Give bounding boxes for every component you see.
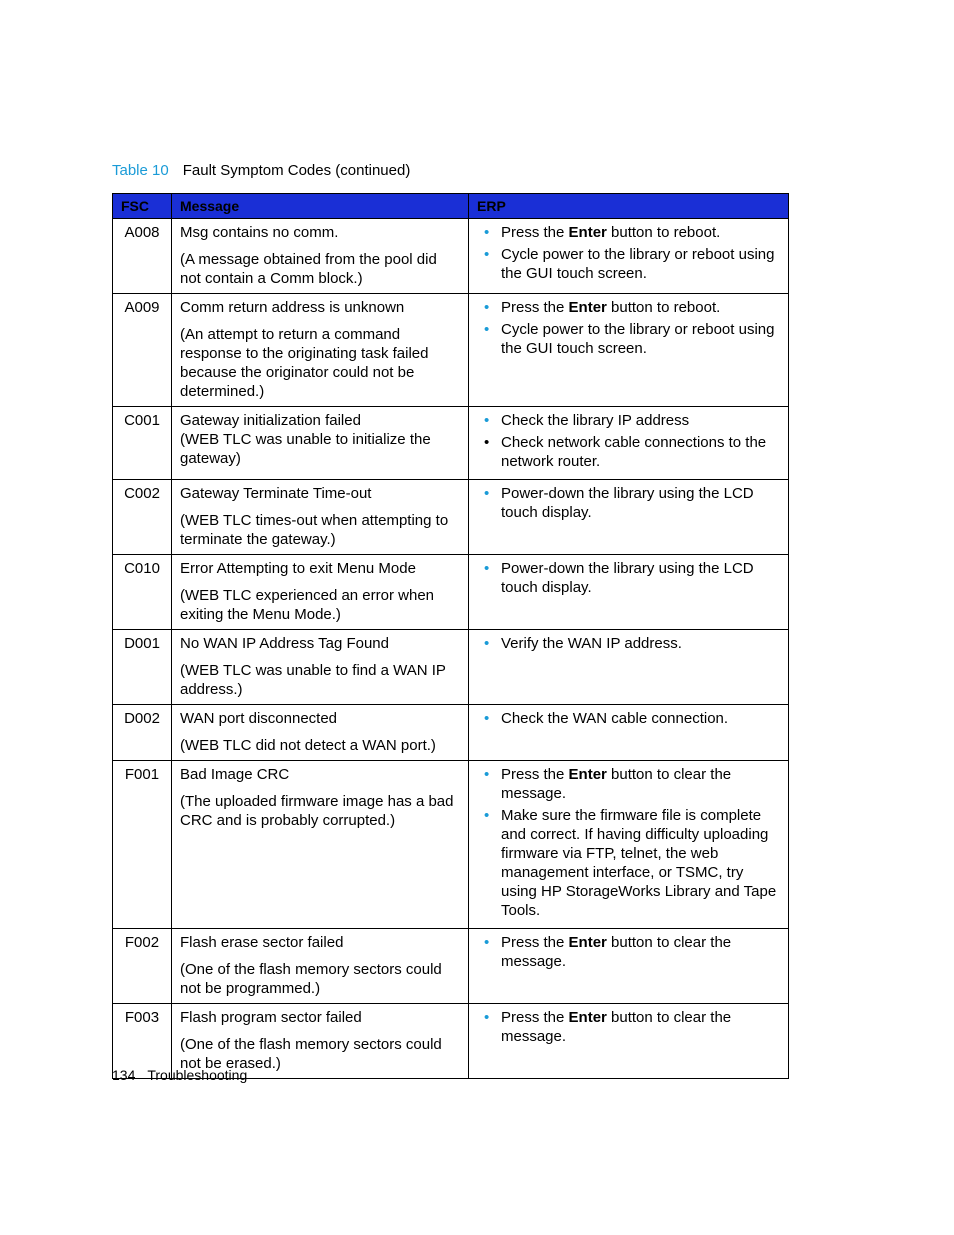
erp-list: [477, 709, 780, 728]
erp-text: Power-down the library using the LCD touch display.: [501, 485, 754, 521]
fsc-code: F002: [113, 929, 172, 1004]
erp-key-name: Enter: [568, 1009, 607, 1026]
table-row: [113, 705, 789, 761]
erp-list-item: [477, 634, 780, 653]
fsc-code: D001: [113, 630, 172, 705]
erp-text: Make sure the firmware file is complete and correct. If having difficulty uploading firmware via FTP, telnet, the web management interface, or TSMC, try using HP StorageWorks Library and Tape Tools.: [501, 807, 777, 919]
header-fsc: FSC: [113, 194, 172, 219]
page-number: 134: [112, 1067, 136, 1083]
table-row: [113, 630, 789, 705]
bullet-icon: •: [484, 560, 490, 577]
message-cell: [172, 705, 469, 761]
erp-text-after: button to clear the message.: [501, 1009, 732, 1045]
erp-list-item: [477, 1008, 780, 1046]
erp-text: Cycle power to the library or reboot using the GUI touch screen.: [501, 321, 775, 357]
message-text: Comm return address is unknown: [180, 299, 405, 316]
message-cell: [172, 555, 469, 630]
message-text: Gateway Terminate Time-out: [180, 485, 372, 502]
bullet-icon: •: [484, 710, 490, 727]
header-erp: ERP: [469, 194, 789, 219]
erp-list: [477, 1008, 780, 1046]
bullet-icon: •: [484, 1009, 490, 1026]
bullet-icon: •: [484, 321, 490, 338]
table-title: Fault Symptom Codes (continued): [182, 162, 411, 179]
table-caption: [112, 162, 410, 179]
message-cell: [172, 219, 469, 294]
fsc-code: C001: [113, 407, 172, 480]
table-row: [113, 929, 789, 1004]
bullet-icon: •: [484, 412, 490, 429]
fsc-code: C002: [113, 480, 172, 555]
message-detail: (An attempt to return a command response to the originating task failed because the originator could not be determined.): [180, 326, 429, 400]
message-text: Flash erase sector failed: [180, 934, 344, 951]
bullet-icon: •: [484, 766, 490, 783]
erp-cell: [469, 480, 789, 555]
bullet-icon: •: [484, 485, 490, 502]
table-row: [113, 294, 789, 407]
erp-list-item: [477, 559, 780, 597]
bullet-icon: •: [484, 635, 490, 652]
erp-list: [477, 559, 780, 597]
bullet-icon: •: [484, 807, 490, 824]
erp-key-name: Enter: [568, 224, 607, 241]
table-row: [113, 480, 789, 555]
erp-cell: [469, 761, 789, 929]
erp-list: [477, 223, 780, 283]
message-text: No WAN IP Address Tag Found: [180, 635, 389, 652]
fsc-code: A008: [113, 219, 172, 294]
erp-list: [477, 298, 780, 358]
erp-list: [477, 484, 780, 522]
erp-list-item: [477, 709, 780, 728]
erp-cell: [469, 1004, 789, 1079]
erp-list: [477, 411, 780, 471]
message-text: Bad Image CRC: [180, 766, 290, 783]
erp-cell: [469, 705, 789, 761]
erp-text: Check the WAN cable connection.: [501, 710, 729, 727]
message-text: Msg contains no comm.: [180, 224, 339, 241]
fsc-code: C010: [113, 555, 172, 630]
erp-text: Press the: [501, 1009, 569, 1026]
erp-list-item: [477, 765, 780, 803]
erp-text-after: button to reboot.: [606, 224, 721, 241]
fsc-code: F001: [113, 761, 172, 929]
table-header-row: [113, 194, 789, 219]
page-footer: [112, 1067, 247, 1083]
erp-list-item: [477, 245, 780, 283]
erp-text-after: button to clear the message.: [501, 766, 732, 802]
erp-text: Press the: [501, 224, 569, 241]
fsc-code: A009: [113, 294, 172, 407]
message-cell: [172, 480, 469, 555]
erp-list-item: [477, 433, 780, 471]
erp-text: Check the library IP address: [501, 412, 690, 429]
erp-list-item: [477, 933, 780, 971]
erp-key-name: Enter: [568, 934, 607, 951]
message-cell: [172, 630, 469, 705]
erp-text-after: button to reboot.: [606, 299, 721, 316]
erp-list-item: [477, 320, 780, 358]
message-cell: [172, 407, 469, 480]
message-cell: [172, 761, 469, 929]
erp-cell: [469, 219, 789, 294]
table-row: [113, 761, 789, 929]
erp-list-item: [477, 411, 780, 430]
message-detail: (WEB TLC experienced an error when exiting the Menu Mode.): [180, 587, 435, 623]
erp-list-item: [477, 484, 780, 522]
message-detail: (WEB TLC did not detect a WAN port.): [180, 737, 436, 754]
erp-list: [477, 933, 780, 971]
bullet-icon: •: [484, 299, 490, 316]
erp-cell: [469, 294, 789, 407]
bullet-icon: •: [484, 934, 490, 951]
message-text: WAN port disconnected: [180, 710, 338, 727]
erp-list-item: [477, 298, 780, 317]
erp-text: Verify the WAN IP address.: [501, 635, 682, 652]
message-detail: (A message obtained from the pool did not contain a Comm block.): [180, 251, 437, 287]
message-cell: [172, 294, 469, 407]
fsc-code: D002: [113, 705, 172, 761]
message-text: Gateway initialization failed: [180, 412, 361, 429]
message-text: Error Attempting to exit Menu Mode: [180, 560, 416, 577]
table-number: Table 10: [112, 162, 169, 179]
bullet-icon: •: [484, 224, 490, 241]
section-name: Troubleshooting: [147, 1067, 248, 1083]
bullet-icon: •: [484, 246, 490, 263]
erp-text-after: button to clear the message.: [501, 934, 732, 970]
fsc-code: F003: [113, 1004, 172, 1079]
message-detail: (WEB TLC times-out when attempting to terminate the gateway.): [180, 512, 449, 548]
erp-list-item: [477, 223, 780, 242]
header-message: Message: [172, 194, 469, 219]
message-detail: (WEB TLC was unable to initialize the gateway): [180, 431, 431, 467]
erp-cell: [469, 929, 789, 1004]
erp-list-item: [477, 806, 780, 920]
erp-text: Press the: [501, 766, 569, 783]
message-detail: (One of the flash memory sectors could not be erased.): [180, 1036, 442, 1072]
erp-list: [477, 634, 780, 653]
message-detail: (WEB TLC was unable to find a WAN IP address.): [180, 662, 446, 698]
erp-text: Cycle power to the library or reboot using the GUI touch screen.: [501, 246, 775, 282]
fault-symptom-table: [112, 193, 789, 1079]
erp-cell: [469, 407, 789, 480]
message-detail: (One of the flash memory sectors could not be programmed.): [180, 961, 442, 997]
erp-text: Check network cable connections to the network router.: [501, 434, 767, 470]
message-cell: [172, 929, 469, 1004]
table-row: [113, 555, 789, 630]
message-text: Flash program sector failed: [180, 1009, 362, 1026]
table-row: [113, 407, 789, 480]
erp-list: [477, 765, 780, 920]
erp-key-name: Enter: [568, 299, 607, 316]
erp-cell: [469, 630, 789, 705]
erp-text: Press the: [501, 299, 569, 316]
erp-text: Press the: [501, 934, 569, 951]
erp-text: Power-down the library using the LCD touch display.: [501, 560, 754, 596]
bullet-icon: •: [484, 434, 490, 451]
erp-key-name: Enter: [568, 766, 607, 783]
message-detail: (The uploaded firmware image has a bad CRC and is probably corrupted.): [180, 793, 454, 829]
table-row: [113, 219, 789, 294]
erp-cell: [469, 555, 789, 630]
